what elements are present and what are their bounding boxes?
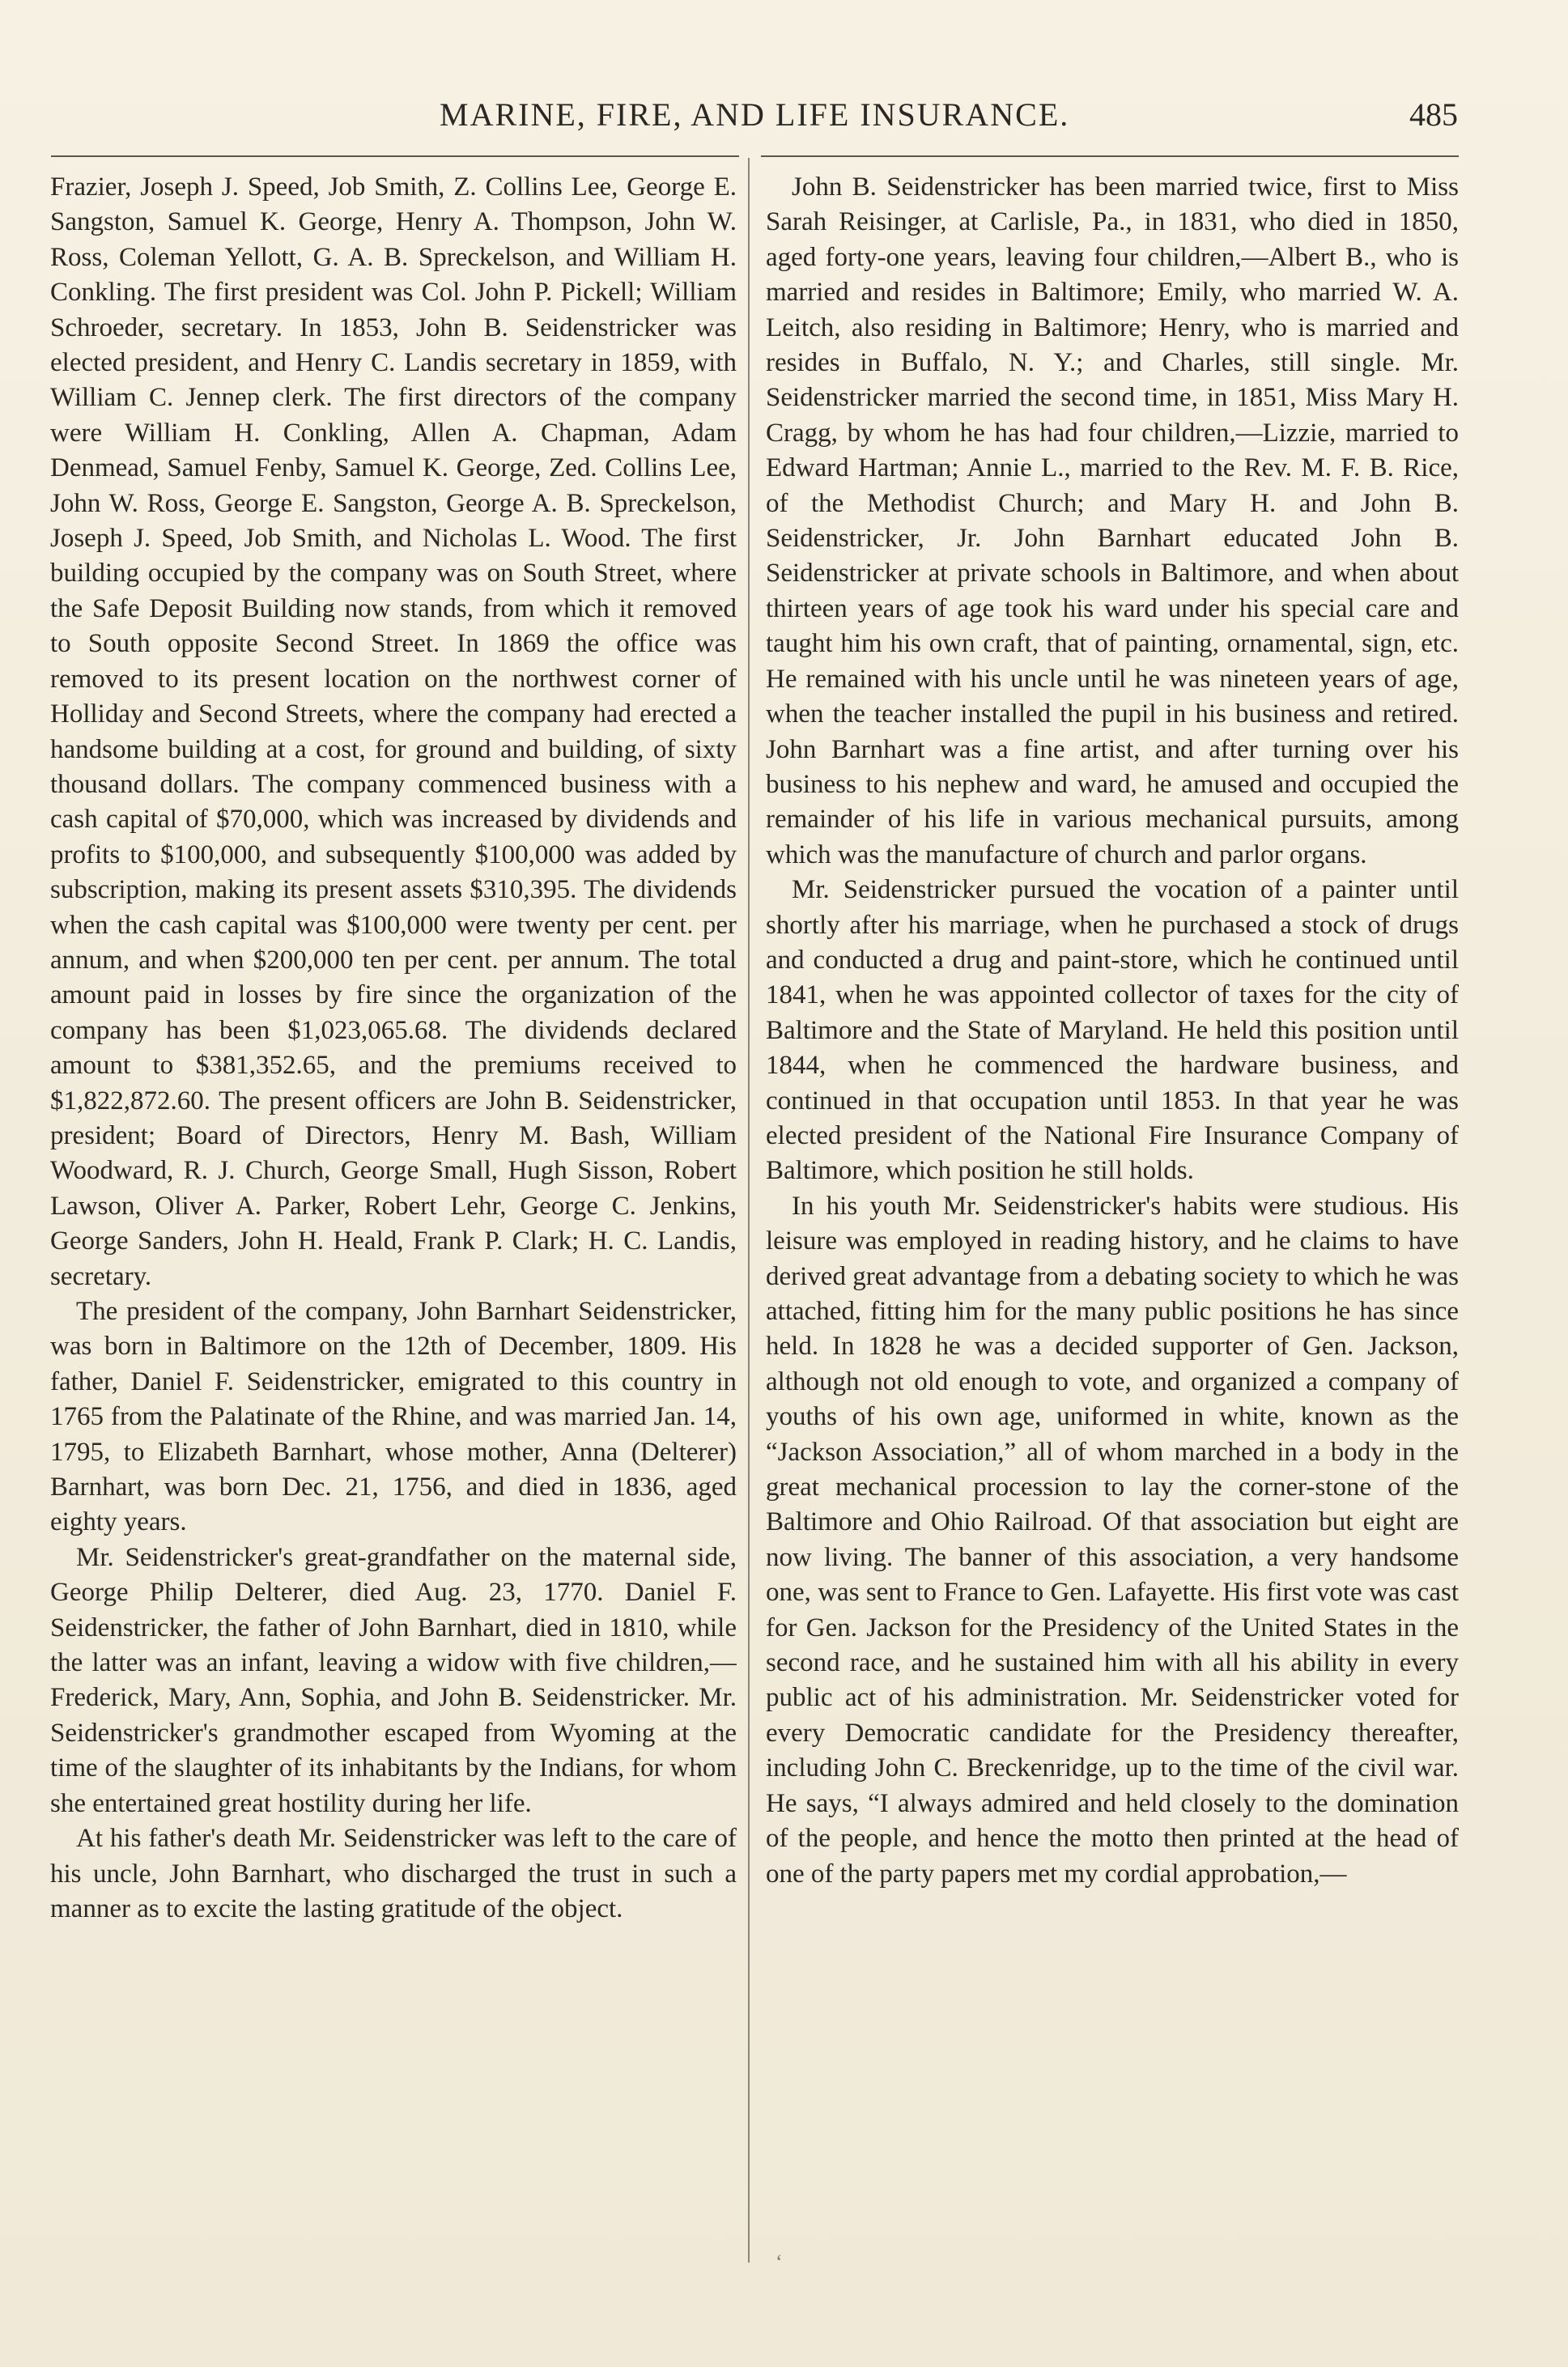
paragraph: Mr. Seidenstricker's great-grandfather on the maternal side, George Philip Delterer, died Aug. 23, 1770. Daniel F. Seidenstricker, the father of John Barnhart, died in 1810, while the latter was an infant, leaving a widow with five children,—Frederick, Mary, Ann, Sophia, and John B. Seidenstricker. Mr. Seidenstricker's grandmother escaped from Wyoming at the time of the slaughter of its inhabitants by the Indians, for whom she entertained great hostility during her life.: [50, 1542, 737, 1818]
header-rule-right: [761, 155, 1459, 157]
paragraph: John B. Seidenstricker has been married twice, first to Miss Sarah Reisinger, at Carlisle, Pa., in 1831, who died in 1850, aged forty-one years, leaving four children,—Albert B., who is married and resides in Baltimore; Emily, who married W. A. Leitch, also residing in Baltimore; Henry, who is married and resides in Buffalo, N. Y.; and Charles, still single. Mr. Seidenstricker married the second time, in 1851, Miss Mary H. Cragg, by whom he has had four children,—Lizzie, married to Edward Hartman; Annie L., married to the Rev. M. F. B. Rice, of the Methodist Church; and Mary H. and John B. Seidenstricker, Jr. John Barnhart educated John B. Seidenstricker at private schools in Baltimore, and when about thirteen years of age took his ward under his special care and taught him his own craft, that of painting, ornamental, sign, etc. He remained with his uncle until he was nineteen years of age, when the teacher installed the pupil in his business and retired. John Barnhart was a fine artist, and after turning over his business to his nephew and ward, he amused and occupied the remainder of his life in various mechanical pursuits, among which was the manufacture of church and parlor organs.: [766, 172, 1459, 869]
running-header: [51, 96, 1458, 138]
paragraph: The president of the company, John Barnhart Seidenstricker, was born in Baltimore on the 12th of December, 1809. His father, Daniel F. Seidenstricker, emigrated to this country in 1765 from the Palatinate of the Rhine, and was married Jan. 14, 1795, to Elizabeth Barnhart, whose mother, Anna (Delterer) Barnhart, was born Dec. 21, 1756, and died in 1836, aged eighty years.: [50, 1297, 737, 1537]
column-divider: [748, 158, 750, 2263]
ornament-mark: ‘: [776, 2250, 783, 2274]
paragraph: Mr. Seidenstricker pursued the vocation of a painter until shortly after his marriage, when he purchased a stock of drugs and conducted a drug and paint-store, which he continued until 1841, when he was appointed collector of taxes for the city of Baltimore and the State of Maryland. He held this position until 1844, when he commenced the hardware business, and continued in that occupation until 1853. In that year he was elected president of the National Fire Insurance Company of Baltimore, which position he still holds.: [766, 875, 1459, 1186]
paragraph: At his father's death Mr. Seidenstricker was left to the care of his uncle, John Barnhart, who discharged the trust in such a manner as to excite the lasting gratitude of the object.: [50, 1824, 737, 1923]
left-column: [50, 170, 737, 2242]
page-number: 485: [1409, 96, 1458, 133]
paragraph: In his youth Mr. Seidenstricker's habits were studious. His leisure was employed in reading history, and he claims to have derived great advantage from a debating society to which he was attached, fitting him for the many public positions he has since held. In 1828 he was a decided supporter of Gen. Jackson, although not old enough to vote, and organized a company of youths of his own age, uniformed in white, known as the “Jackson Association,” all of whom marched in a body in the great mechanical procession to lay the corner-stone of the Baltimore and Ohio Railroad. Of that association but eight are now living. The banner of this association, a very handsome one, was sent to France to Gen. Lafayette. His first vote was cast for Gen. Jackson for the Presidency of the United States in the second race, and he sustained him with all his ability in every public act of his administration. Mr. Seidenstricker voted for every Democratic candidate for the Presidency thereafter, including John C. Breckenridge, up to the time of the civil war. He says, “I always admired and held closely to the domination of the people, and hence the motto then printed at the head of one of the party papers met my cordial approbation,—: [766, 1191, 1459, 1889]
right-column: [766, 170, 1459, 2242]
header-rule-left: [51, 155, 739, 157]
running-title: MARINE, FIRE, AND LIFE INSURANCE.: [440, 96, 1070, 133]
paragraph: Frazier, Joseph J. Speed, Job Smith, Z. Collins Lee, George E. Sangston, Samuel K. George, Henry A. Thompson, John W. Ross, Coleman Yellott, G. A. B. Spreckelson, and William H. Conkling. The first president was Col. John P. Pickell; William Schroeder, secretary. In 1853, John B. Seidenstricker was elected president, and Henry C. Landis secretary in 1859, with William C. Jennep clerk. The first directors of the company were William H. Conkling, Allen A. Chapman, Adam Denmead, Samuel Fenby, Samuel K. George, Zed. Collins Lee, John W. Ross, George E. Sangston, George A. B. Spreckelson, Joseph J. Speed, Job Smith, and Nicholas L. Wood. The first building occupied by the company was on South Street, where the Safe Deposit Building now stands, from which it removed to South opposite Second Street. In 1869 the office was removed to its present location on the northwest corner of Holliday and Second Streets, where the company had erected a handsome building at a cost, for ground and building, of sixty thousand dollars. The company commenced business with a cash capital of $70,000, which was increased by dividends and profits to $100,000, and subsequently $100,000 was added by subscription, making its present assets $310,395. The dividends when the cash capital was $100,000 were twenty per cent. per annum, and when $200,000 ten per cent. per annum. The total amount paid in losses by fire since the organization of the company has been $1,023,065.68. The dividends declared amount to $381,352.65, and the premiums received to $1,822,872.60. The present officers are John B. Seidenstricker, president; Board of Directors, Henry M. Bash, William Woodward, R. J. Church, George Small, Hugh Sisson, Robert Lawson, Oliver A. Parker, Robert Lehr, George C. Jenkins, George Sanders, John H. Heald, Frank P. Clark; H. C. Landis, secretary.: [50, 172, 737, 1291]
